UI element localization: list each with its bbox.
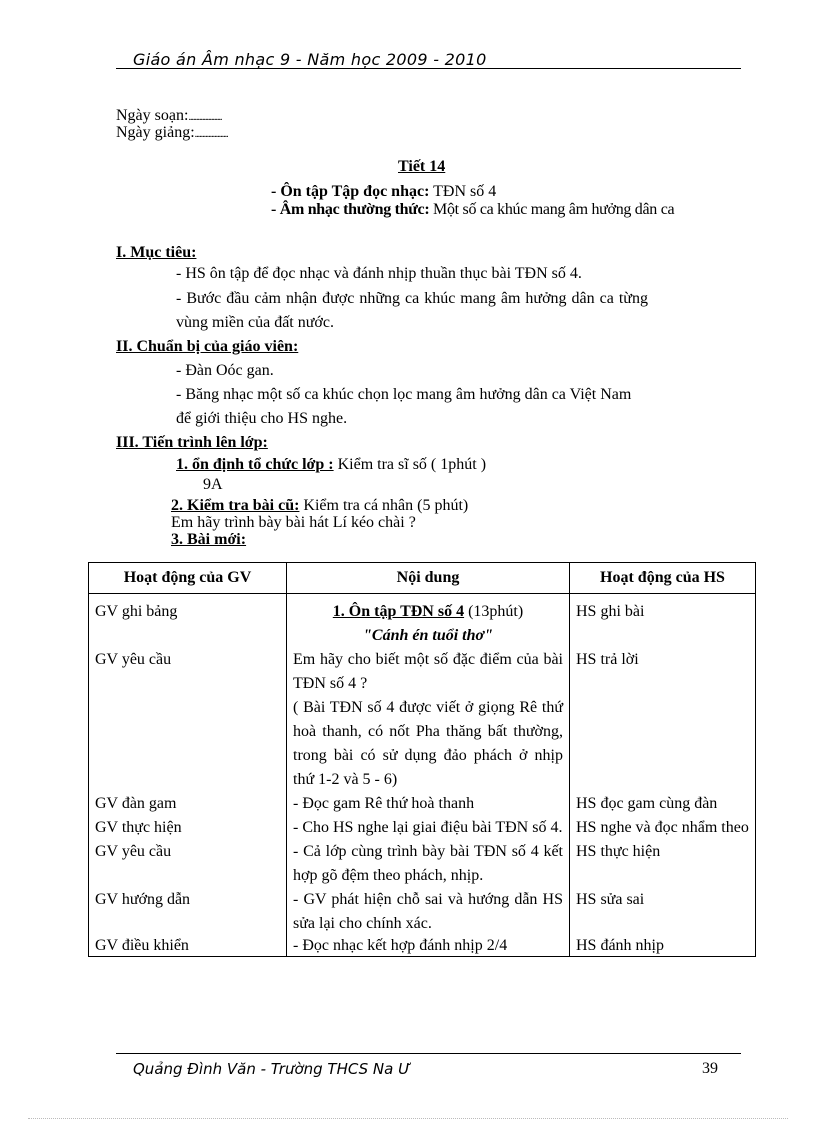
cell-content: - Cả lớp cùng trình bày bài TĐN số 4 kết hợp gõ đệm theo phách, nhịp.: [287, 840, 570, 888]
table-row: [89, 888, 756, 936]
lesson-line-2: [271, 200, 674, 219]
header-rule: [116, 68, 741, 69]
table-row: [89, 816, 756, 840]
section-2-p1: - Đàn Oóc gan.: [176, 362, 274, 379]
table-row: [89, 594, 756, 649]
section-3-step-1: [176, 455, 486, 474]
cell-content: - Đọc gam Rê thứ hoà thanh: [287, 792, 570, 816]
lesson-title: Tiết 14: [398, 158, 446, 175]
table-header-row: [89, 563, 756, 594]
header-student-activity: Hoạt động của HS: [570, 563, 756, 594]
lesson-line-1-bold: - Ôn tập Tập đọc nhạc:: [271, 183, 430, 200]
section-2-heading: II. Chuẩn bị của giáo viên:: [116, 338, 299, 355]
section-3-heading: III. Tiến trình lên lớp:: [116, 434, 268, 451]
step-1-label: 1. ổn định tổ chức lớp :: [176, 456, 334, 473]
cell-hs: HS ghi bài: [570, 594, 756, 649]
cell-hs: HS thực hiện: [570, 840, 756, 888]
cell-content: - Cho HS nghe lại giai điệu bài TĐN số 4.: [287, 816, 570, 840]
step-2-question: Em hãy trình bày bài hát Lí kéo chài ?: [171, 514, 416, 531]
page-bottom-edge: [28, 1118, 788, 1119]
section-1-p1: - HS ôn tập để đọc nhạc và đánh nhịp thuần thục bài TĐN số 4.: [176, 265, 582, 282]
lesson-line-2-bold: - Âm nhạc thường thức:: [271, 201, 430, 218]
table-row: [89, 936, 756, 957]
cell-content: [287, 648, 570, 792]
header-content: Nội dung: [287, 563, 570, 594]
cell-content: [287, 594, 570, 649]
content-time: (13phút): [464, 603, 524, 620]
section-2-p2b: để giới thiệu cho HS nghe.: [176, 410, 348, 427]
class-name: 9A: [203, 476, 223, 493]
date-prepared-label: Ngày soạn:: [116, 107, 189, 124]
step-1-rest: Kiểm tra sĩ số ( 1phút ): [333, 456, 487, 473]
content-question: Em hãy cho biết một số đặc điểm của bài TĐN số 4 ?: [293, 651, 563, 692]
table-row: [89, 648, 756, 792]
lesson-line-1: [271, 182, 496, 201]
page-header-title: Giáo án Âm nhạc 9 - Năm học 2009 - 2010: [133, 50, 487, 69]
cell-gv: GV đàn gam: [89, 792, 287, 816]
step-3-label: 3. Bài mới:: [171, 531, 247, 548]
content-heading: 1. Ôn tập TĐN số 4: [332, 603, 465, 620]
cell-gv: GV yêu cầu: [89, 648, 287, 792]
date-taught: [116, 123, 228, 144]
cell-hs: HS sửa sai: [570, 888, 756, 936]
cell-content: - GV phát hiện chỗ sai và hướng dẫn HS sửa lại cho chính xác.: [287, 888, 570, 936]
lesson-activity-table: [88, 562, 756, 957]
cell-gv: GV thực hiện: [89, 816, 287, 840]
section-1-p2b: vùng miền của đất nước.: [176, 314, 334, 331]
section-1-heading: I. Mục tiêu:: [116, 244, 197, 261]
lesson-line-1-rest: TĐN số 4: [429, 183, 497, 200]
date-prepared-dots: ......................: [188, 112, 222, 123]
song-title: "Cánh én tuổi thơ": [363, 627, 493, 644]
cell-hs: HS đánh nhịp: [570, 936, 756, 957]
cell-gv: GV điều khiển: [89, 936, 287, 957]
footer-author: Quảng Đình Văn - Trường THCS Na Ư: [133, 1060, 411, 1078]
step-2-rest: Kiểm tra cá nhân (5 phút): [299, 497, 469, 514]
content-answer: ( Bài TĐN số 4 được viết ở giọng Rê thứ hoà thanh, có nốt Pha thăng bất thường, trong bài có sử dụng đảo phách ở nhịp thứ 1-2 và 5 - 6): [293, 699, 563, 788]
table-row: [89, 840, 756, 888]
cell-hs: HS nghe và đọc nhẩm theo: [570, 816, 756, 840]
section-1-p2a: - Bước đầu cảm nhận được những ca khúc mang âm hưởng dân ca từng: [176, 290, 648, 307]
step-2-label: 2. Kiểm tra bài cũ:: [171, 497, 300, 514]
lesson-line-2-rest: Một số ca khúc mang âm hưởng dân ca: [429, 201, 675, 218]
cell-gv: GV ghi bảng: [89, 594, 287, 649]
table-row: [89, 792, 756, 816]
header-teacher-activity: Hoạt động của GV: [89, 563, 287, 594]
cell-content: - Đọc nhạc kết hợp đánh nhịp 2/4: [287, 936, 570, 957]
date-taught-dots: ......................: [194, 129, 228, 140]
cell-hs: HS trả lời: [570, 648, 756, 792]
cell-gv: GV hướng dẫn: [89, 888, 287, 936]
cell-hs: HS đọc gam cùng đàn: [570, 792, 756, 816]
date-taught-label: Ngày giảng:: [116, 124, 195, 141]
cell-gv: GV yêu cầu: [89, 840, 287, 888]
page-number: 39: [702, 1060, 718, 1077]
section-2-p2a: - Băng nhạc một số ca khúc chọn lọc mang âm hưởng dân ca Việt Nam: [176, 386, 632, 403]
footer-rule: [116, 1053, 741, 1054]
